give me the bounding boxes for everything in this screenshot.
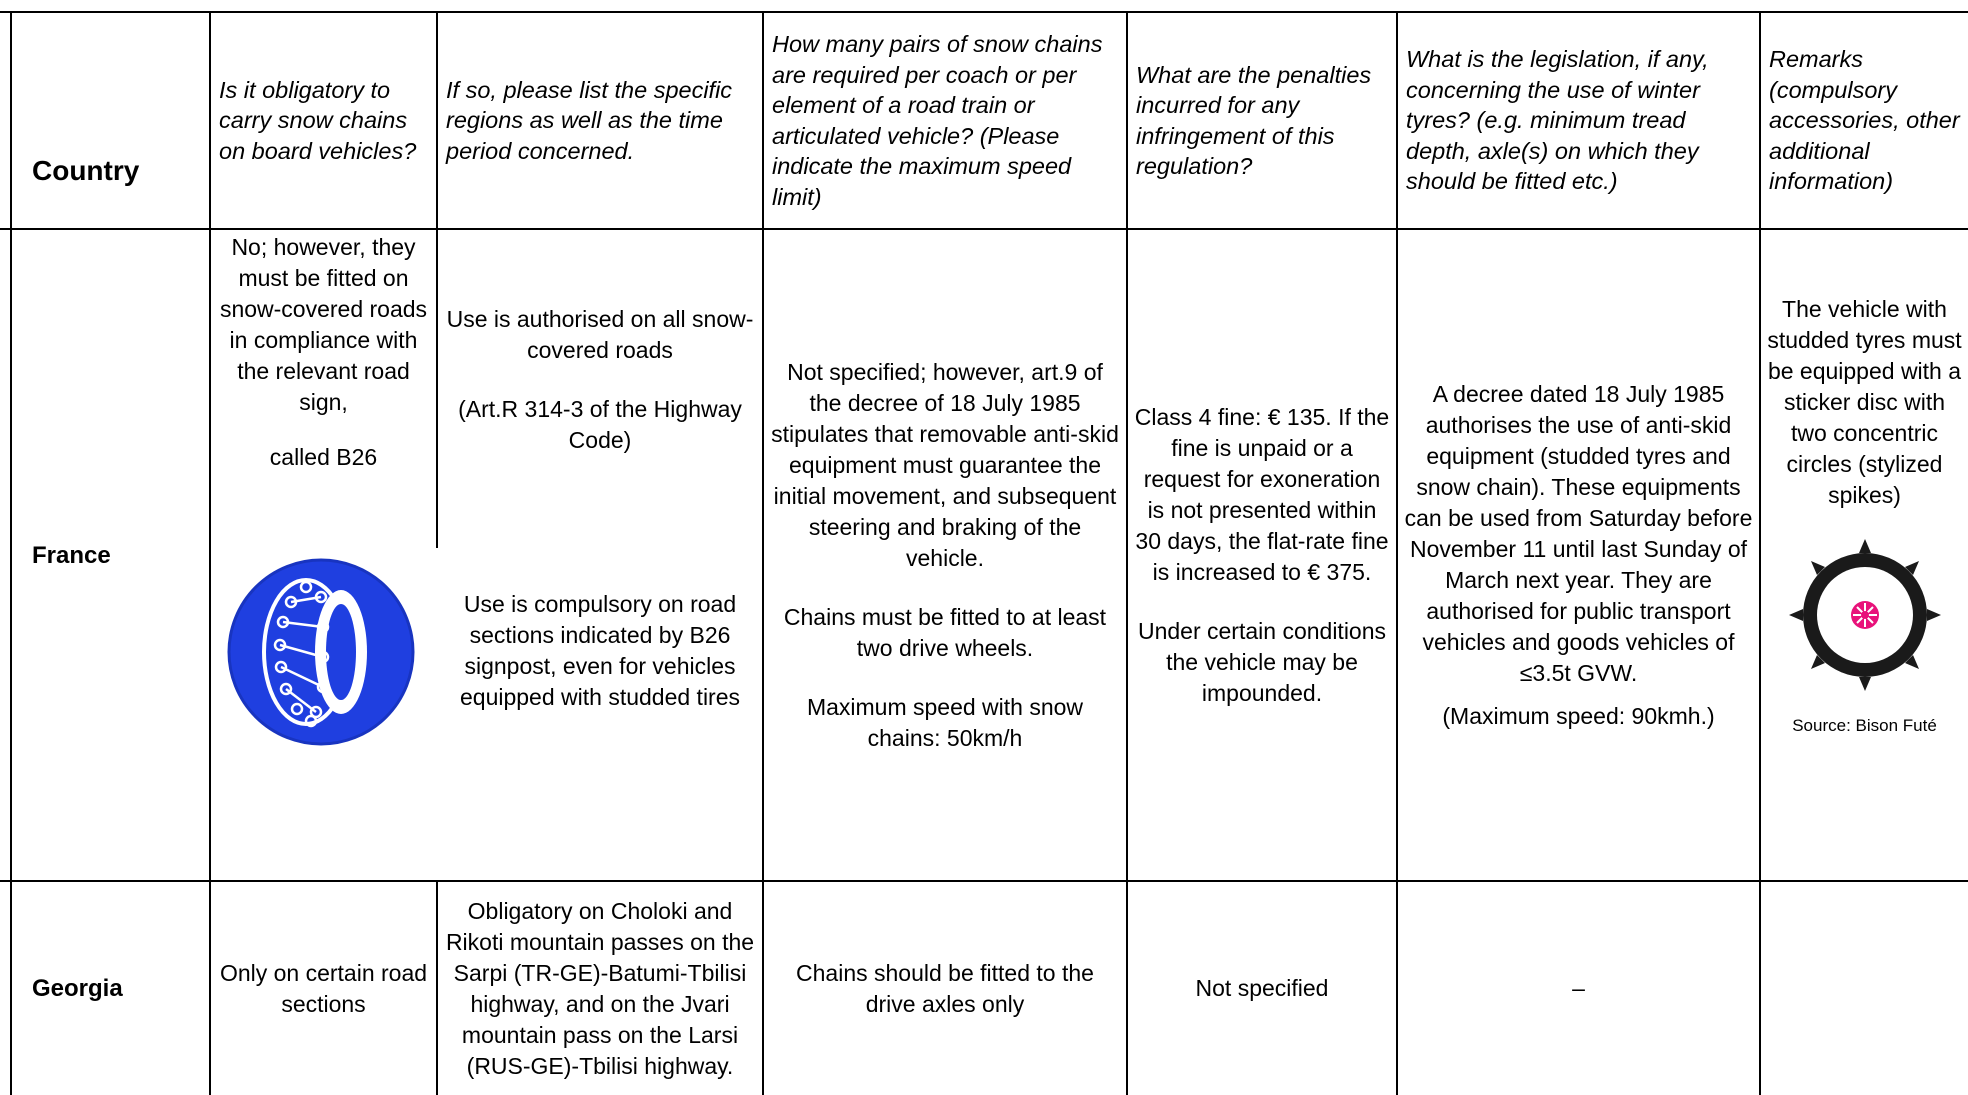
header-regions-label: If so, please list the specific regions as well as the time period concerned. [446,76,733,164]
france-country-label: France [32,541,111,569]
france-remarks-text: The vehicle with studded tyres must be equipped with a sticker disc with two concentric circles (stylized spikes) [1767,296,1962,508]
georgia-obligatory [211,882,436,1095]
georgia-obligatory-text: Only on certain road sections [219,959,428,1017]
studded-tyre-sticker-icon [1785,535,1945,695]
header-country [12,13,209,228]
france-regions-authorised-ref: (Art.R 314-3 of the Highway Code) [458,396,742,453]
france-regions-authorised [438,230,762,530]
france-penalties [1128,230,1396,880]
france-tyres [1398,230,1759,880]
header-tyres-label: What is the legislation, if any, concerning the use of winter tyres? (e.g. minimum tread depth, axle(s) on which they should be fitted etc.) [1406,46,1709,195]
france-obligatory [211,230,436,880]
header-obligatory-label: Is it obligatory to carry snow chains on board vehicles? [219,76,417,164]
france-remarks-source: Source: Bison Futé [1792,716,1937,735]
georgia-regions-text: Obligatory on Choloki and Rikoti mountain passes on the Sarpi (TR-GE)-Batumi-Tbilisi highway, and on the Jvari mountain pass on the Larsi (RUS-GE)-Tbilisi highway. [445,897,755,1079]
france-country [12,230,209,880]
france-penalties-fine: Class 4 fine: € 135. If the fine is unpaid or a request for exoneration is not presented within 30 days, the flat-rate fine is increased to € 375. [1134,403,1390,585]
header-regions [438,13,762,228]
france-regions-compulsory [438,566,762,736]
france-pairs-max-speed: Maximum speed with snow chains: 50km/h [806,693,1084,751]
france-regions-compulsory-text: Use is compulsory on road sections indicated by B26 signpost, even for vehicles equipped with studded tires [459,591,741,710]
header-pairs [764,13,1126,228]
france-tyres-max-speed: (Maximum speed: 90kmh.) [1442,702,1715,729]
georgia-penalties-text: Not specified [1195,975,1329,1001]
georgia-remarks [1761,882,1968,1095]
header-country-label: Country [32,154,140,186]
georgia-pairs [764,882,1126,1095]
georgia-penalties [1128,882,1396,1095]
france-regions-authorised-text: Use is authorised on all snow-covered roads [446,306,754,363]
header-penalties [1128,13,1396,228]
georgia-tyres-text: – [1572,975,1585,1001]
snow-chain-sign-icon [211,557,436,747]
georgia-pairs-text: Chains should be fitted to the drive axles only [796,959,1094,1017]
georgia-tyres [1398,882,1759,1095]
france-pairs [764,230,1126,880]
header-tyres [1398,13,1759,228]
header-pairs-label: How many pairs of snow chains are required per coach or per element of a road train or articulated vehicle? (Please indicate the maximum speed limit) [772,31,1103,210]
header-remarks [1761,13,1968,228]
france-obligatory-text: No; however, they must be fitted on snow-covered roads in compliance with the relevant road sign, [219,234,428,415]
france-obligatory-sign-text: called B26 [269,444,378,470]
header-remarks-label: Remarks (compulsory accessories, other additional information) [1769,46,1960,195]
georgia-regions [438,882,762,1095]
georgia-country [12,882,209,1095]
france-pairs-drive-wheels: Chains must be fitted to at least two drive wheels. [783,603,1107,661]
france-remarks [1761,230,1968,880]
header-obligatory [211,13,436,228]
france-tyres-text: A decree dated 18 July 1985 authorises the use of anti-skid equipment (studded tyres and snow chain). These equipments can be used from Saturday before November 11 until last Sunday of March next year. They are authorised for public transport vehicles and goods vehicles of ≤3.5t GVW. [1404,380,1753,686]
france-penalties-impound: Under certain conditions the vehicle may be impounded. [1137,617,1387,706]
header-penalties-label: What are the penalties incurred for any infringement of this regulation? [1136,61,1372,179]
georgia-country-label: Georgia [32,975,123,1002]
france-pairs-text: Not specified; however, art.9 of the decree of 18 July 1985 stipulates that removable anti-skid equipment must guarantee the initial movement, and subsequent steering and braking of the vehicle. [771,358,1119,571]
